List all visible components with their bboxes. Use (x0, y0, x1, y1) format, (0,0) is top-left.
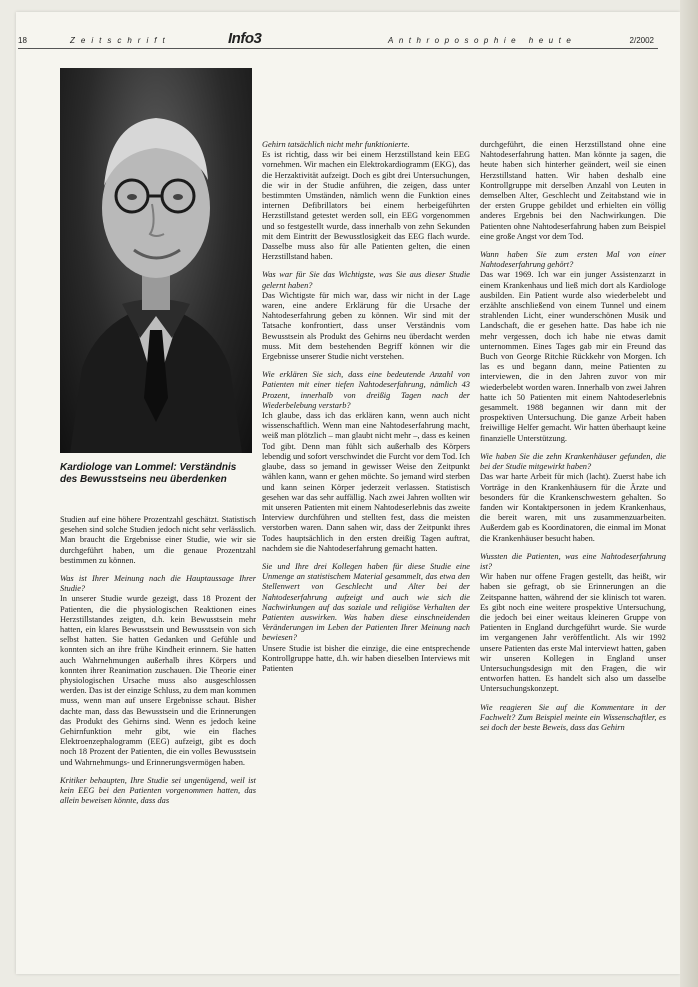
interview-question: Wie reagieren Sie auf die Kommentare in der Fachwelt? Zum Beispiel meinte ein Wissenschaftler, es sei doch der beste Beweis, dass das Gehirn (480, 702, 666, 732)
magazine-logo: Info3 (228, 30, 262, 47)
interview-question: Wussten die Patienten, was eine Nahtodeserfahrung ist? (480, 551, 666, 571)
body-paragraph: In unserer Studie wurde gezeigt, dass 18 Prozent der Patienten, die die physiologischen Reaktionen eines Herzstillstandes zeigten, d.h. kein Bewusstsein mehr hatten, ein klares Bewusstsein und Bewusstsein von sich selbst hatten. Sie hatten Gedanken und Gefühle und konnten sich an ihre frühe Kindheit erinnern. Sie hatten auch Wahrnehmungen außerhalb ihres Körpers und konnten ihrer Reanimation zuschauen. Die Theorie einer physiologischen Ursache muss also ausgeschlossen werden. Das ist der einzige Schluss, zu dem man kommen muss, wenn man auf unsere Ergebnisse schaut. Bisher dachte man, dass das Bewusstsein und die Erinnerungen das Produkt des Gehirns sind. Wenn es jedoch keine Gehirnfunktion mehr gibt, wie ein flaches Elektroenzephalogramm (EEG) aufzeigt, gibt es doch noch 18 Prozent der Patienten, die ein volles Bewusstsein und Wahrnehmungs- und Erinnerungsvermögen haben. (60, 594, 256, 767)
portrait-photo (60, 68, 252, 453)
photo-caption: Kardiologe van Lommel: Verständnis des Bewusstseins neu überdenken (60, 462, 237, 485)
body-paragraph: Wir haben nur offene Fragen gestellt, das heißt, wir haben sie gefragt, ob sie Erinnerungen an die Zeitspanne hatten, während der sie klinisch tot waren. Es gibt noch eine weitere prospektive Untersuchung, die jedoch bei einer weitaus kleineren Gruppe von Patienten in England durchgeführt wurde. Sie wurde im vergangenen Jahr veröffentlicht. Als wir 1992 unsere Patienten das erste Mal interviewt hatten, gaben wir unseren Kollegen in England unser Untersuchungsdesign mit den Fragen, die wir entworfen hatten. Es handelt sich also um dasselbe Untersuchungskonzept. (480, 572, 666, 694)
page-header (18, 28, 658, 50)
header-left-label: Zeitschrift (70, 36, 171, 45)
body-paragraph: Das war harte Arbeit für mich (lacht). Zuerst habe ich Vorträge in den Krankenhäusern für die Ärzte und besonders für die Krankenschwestern gehalten. So fanden wir Kontaktpersonen in jedem Krankenhaus, die bereit waren, mit uns zusammenzuarbeiten. Außerdem gab es Koordinatoren, die einmal im Monat die Krankenhäuser besucht haben. (480, 472, 666, 543)
interview-question: Sie und Ihre drei Kollegen haben für diese Studie eine Unmenge an statistischem Material gesammelt, das etwa den Stellenwert von Geschlecht und Alter bei der Nahtodeserfahrung aufzeigt und auch wie sich die Nachwirkungen auf das soziale und religiöse Verhalten der Patienten auswirken. Was haben diese einschneidenden Veränderungen im Leben der Patienten Ihrer Meinung nach bewiesen? (262, 561, 470, 643)
text-column-3 (480, 140, 666, 733)
interview-question: Was ist Ihrer Meinung nach die Hauptaussage Ihrer Studie? (60, 574, 256, 594)
body-paragraph: Das Wichtigste für mich war, dass wir nicht in der Lage waren, eine andere Erklärung für die Ursache der Nahtodeserfahrung geben zu können. Wir sind mit der Tatsache konfrontiert, dass unser Verständnis vom Bewusstsein als Produkt des Gehirns neu überdacht werden muss. Mit dem bestehenden Begriff können wir die Ergebnisse unserer Studie nicht verstehen. (262, 290, 470, 362)
interview-question: Wann haben Sie zum ersten Mal von einer Nahtodeserfahrung gehört? (480, 250, 666, 270)
body-paragraph: Unsere Studie ist bisher die einzige, die eine entsprechende Kontrollgruppe hatte, d.h. wir haben dieselben Interviews mit Patienten (262, 643, 470, 673)
interview-question: Gehirn tatsächlich nicht mehr funktionierte. (262, 140, 410, 149)
body-paragraph: Das war 1969. Ich war ein junger Assistenzarzt in einem Krankenhaus und ließ mich dort als Kardiologe ausbilden. Ein Patient wurde also wiederbelebt und erzählte anschließend von einem Tunnel und einem strahlenden Licht, einer wunderschönen Musik und Landschaft, die er gesehen hatte. Das habe ich nie mehr vergessen, doch ich habe nie etwas damit unternommen. Eines Tages gab mir ein Freund das Buch von George Ritchie Rückkehr von Morgen. Ich las es und begann dann, meine Patienten zu interviewen, die in den Jahren zuvor von mir wiederbelebt worden waren. Innerhalb von zwei Jahren hatte ich 50 Patienten mit einem Nahtodeserlebnis gesammelt. 1988 begannen wir dann mit der prospektiven Untersuchung. Die ganze Arbeit haben freiwillige Helfer gemacht. Wir hatten überhaupt keine finanzielle Unterstützung. (480, 270, 666, 443)
page-edge (680, 0, 698, 987)
interview-question: Wie erklären Sie sich, dass eine bedeutende Anzahl von Patienten mit einer tiefen Nahtodeserfahrung, nämlich 43 Prozent, innerhalb von dreißig Tagen nach der Wiederbelebung verstarb? (262, 370, 470, 410)
body-paragraph: Es ist richtig, dass wir bei einem Herzstillstand kein EEG vornehmen. Wir machen ein Elektrokardiogramm (EKG), das die Herzaktivität aufzeigt. Doch es gibt drei Untersuchungen, die wir in der Studie anführen, die zeigen, dass unter bestimmten Umständen, nämlich wenn die Funktion eines internen Defibrillators bei einem herbeigeführten Herzstillstand getestet werden soll, ein EEG vorgenommen und so festgestellt wurde, dass innerhalb von zehn Sekunden mit dem Eintritt der Bewusstlosigkeit das EEG flach wurde. Dasselbe muss also für alle Patienten gelten, die einen Herzstillstand haben. (262, 150, 470, 262)
body-paragraph: durchgeführt, die einen Herzstillstand ohne eine Nahtodeserfahrung hatten. Man könnte ja sagen, die heute haben sich hinterher geändert, weil sie einen Herzstillstand hatten. Wir haben deshalb eine Kontrollgruppe mit derselben Anzahl von Leuten in demselben Alter, Geschlecht und Zeitabstand wie in der ersten Gruppe gebildet und erhielten ein völlig anderes Ergebnis bei den Nachwirkungen. Die Patienten ohne Nahtodeserfahrung haben zum Beispiel eine große Angst vor dem Tod. (480, 140, 666, 241)
issue-number: 2/2002 (629, 36, 654, 45)
body-paragraph: Ich glaube, dass ich das erklären kann, wenn auch nicht wissenschaftlich. Wenn man eine Nahtodeserfahrung macht, weiß man plötzlich – man glaubt nicht mehr –, dass es keinen Tod gibt. Denn man fühlt sich außerhalb des Körpers lebendig und sofort verschwindet die Furcht vor dem Tod. Ich glaube, dass so jemand in gewisser Weise den Zeitpunkt wählen kann, wann er gehen möchte. So jemand wird sterben und kann seinen Körper jederzeit verlassen. Statistisch gesehen war das sehr auffällig. Nach zwei Jahren wollten wir mit unseren Patienten mit einem Nahtodeserlebnis das zweite Interview durchführen und stellten fest, dass die meisten verstorben waren. Dann sahen wir, dass der Zeitpunkt ihres Todes hauptsächlich in den ersten dreißig Tagen auftrat, nachdem sie die Nahtodeserfahrung gemacht hatten. (262, 411, 470, 553)
text-column-2 (262, 140, 470, 682)
text-column-1 (60, 515, 256, 806)
header-right-label: Anthroposophie heute (388, 36, 577, 45)
interview-question: Wie haben Sie die zehn Krankenhäuser gefunden, die bei der Studie mitgewirkt haben? (480, 451, 666, 472)
header-rule (18, 48, 658, 49)
body-paragraph: Studien auf eine höhere Prozentzahl geschätzt. Statistisch gesehen sind solche Studien jedoch nicht sehr verlässlich. Man braucht die Ergebnisse einer Studie, wie wir sie durchgeführt haben, um die genaue Prozentzahl bestimmen zu können. (60, 515, 256, 565)
interview-question: Was war für Sie das Wichtigste, was Sie aus dieser Studie gelernt haben? (262, 270, 470, 290)
page-number: 18 (18, 36, 27, 45)
interview-question: Kritiker behaupten, Ihre Studie sei ungenügend, weil ist kein EEG bei den Patienten vorgenommen hatten, das allein beweisen könnte, dass das (60, 775, 256, 806)
